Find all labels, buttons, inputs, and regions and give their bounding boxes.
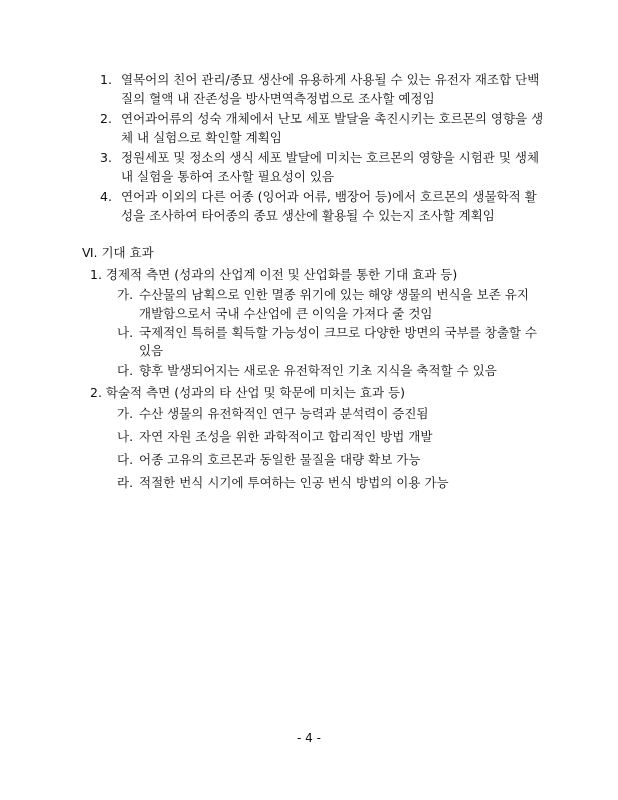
plan-4-line-1: 연어과 이외의 다른 어종 (잉어과 어류, 뱀장어 등)에서 호르몬의 생물학적 활 xyxy=(121,189,537,204)
plan-4-line-2: 성을 조사하여 타어종의 종묘 생산에 활용될 수 있는지 조사할 계획임 xyxy=(121,208,495,223)
plan-2-line-2: 체 내 실험으로 확인할 계획임 xyxy=(121,130,282,145)
plan-2-line-1: 연어과어류의 성숙 개체에서 난모 세포 발달을 촉진시키는 호르몬의 영향을 생 xyxy=(121,111,544,126)
plan-3-line-2: 내 실험을 통하여 조사할 필요성이 있음 xyxy=(121,169,335,184)
group-2-item-3-line-1: 어종 고유의 호르몬과 동일한 물질을 대량 확보 가능 xyxy=(139,452,421,467)
plan-2-number: 2. xyxy=(100,111,112,126)
group-1-item-2-label: 나. xyxy=(117,325,134,340)
group-1-item-1-line-2: 개발함으로서 국내 수산업에 큰 이익을 가져다 줄 것임 xyxy=(139,306,433,321)
group-1-item-2-line-1: 국제적인 특허를 획득할 가능성이 크므로 다양한 방면의 국부를 창출할 수 xyxy=(139,325,538,340)
group-1-item-2-line-2: 있음 xyxy=(139,343,164,358)
plan-1-line-2: 질의 혈액 내 잔존성을 방사면역측정법으로 조사할 예정임 xyxy=(121,91,435,106)
plan-1-line-1: 열목어의 친어 관리/종묘 생산에 유용하게 사용될 수 있는 유전자 재조합 단백 xyxy=(121,72,540,87)
group-2-item-4-line-1: 적절한 번식 시기에 투여하는 인공 번식 방법의 이용 가능 xyxy=(139,475,449,490)
plan-3-number: 3. xyxy=(100,150,112,165)
group-1-item-1-label: 가. xyxy=(117,287,134,302)
page-number: - 4 - xyxy=(297,731,321,745)
plan-4-number: 4. xyxy=(100,189,112,204)
group-1-title: 1. 경제적 측면 (성과의 산업계 이전 및 산업화를 통한 기대 효과 등) xyxy=(90,267,458,282)
plan-3-line-1: 정원세포 및 정소의 생식 세포 발달에 미치는 호르몬의 영향을 시험관 및 생체 xyxy=(121,150,540,165)
group-2-title: 2. 학술적 측면 (성과의 타 산업 및 학문에 미치는 효과 등) xyxy=(90,385,405,400)
group-2-item-1-label: 가. xyxy=(117,406,134,421)
group-1-item-1-line-1: 수산물의 남획으로 인한 멸종 위기에 있는 해양 생물의 번식을 보존 유지 xyxy=(139,287,529,302)
group-2-item-2-line-1: 자연 자원 조성을 위한 과학적이고 합리적인 방법 개발 xyxy=(139,429,433,444)
group-2-item-2-label: 나. xyxy=(117,429,134,444)
section-heading: Ⅵ. 기대 효과 xyxy=(82,245,154,260)
group-2-item-4-label: 라. xyxy=(117,475,134,490)
group-2-item-3-label: 다. xyxy=(117,452,134,467)
group-1-item-3-line-1: 향후 발생되어지는 새로운 유전학적인 기초 지식을 축적할 수 있음 xyxy=(139,363,497,378)
group-2-item-1-line-1: 수산 생물의 유전학적인 연구 능력과 분석력이 증진됨 xyxy=(139,406,429,421)
plan-1-number: 1. xyxy=(100,72,112,87)
group-1-item-3-label: 다. xyxy=(117,363,134,378)
